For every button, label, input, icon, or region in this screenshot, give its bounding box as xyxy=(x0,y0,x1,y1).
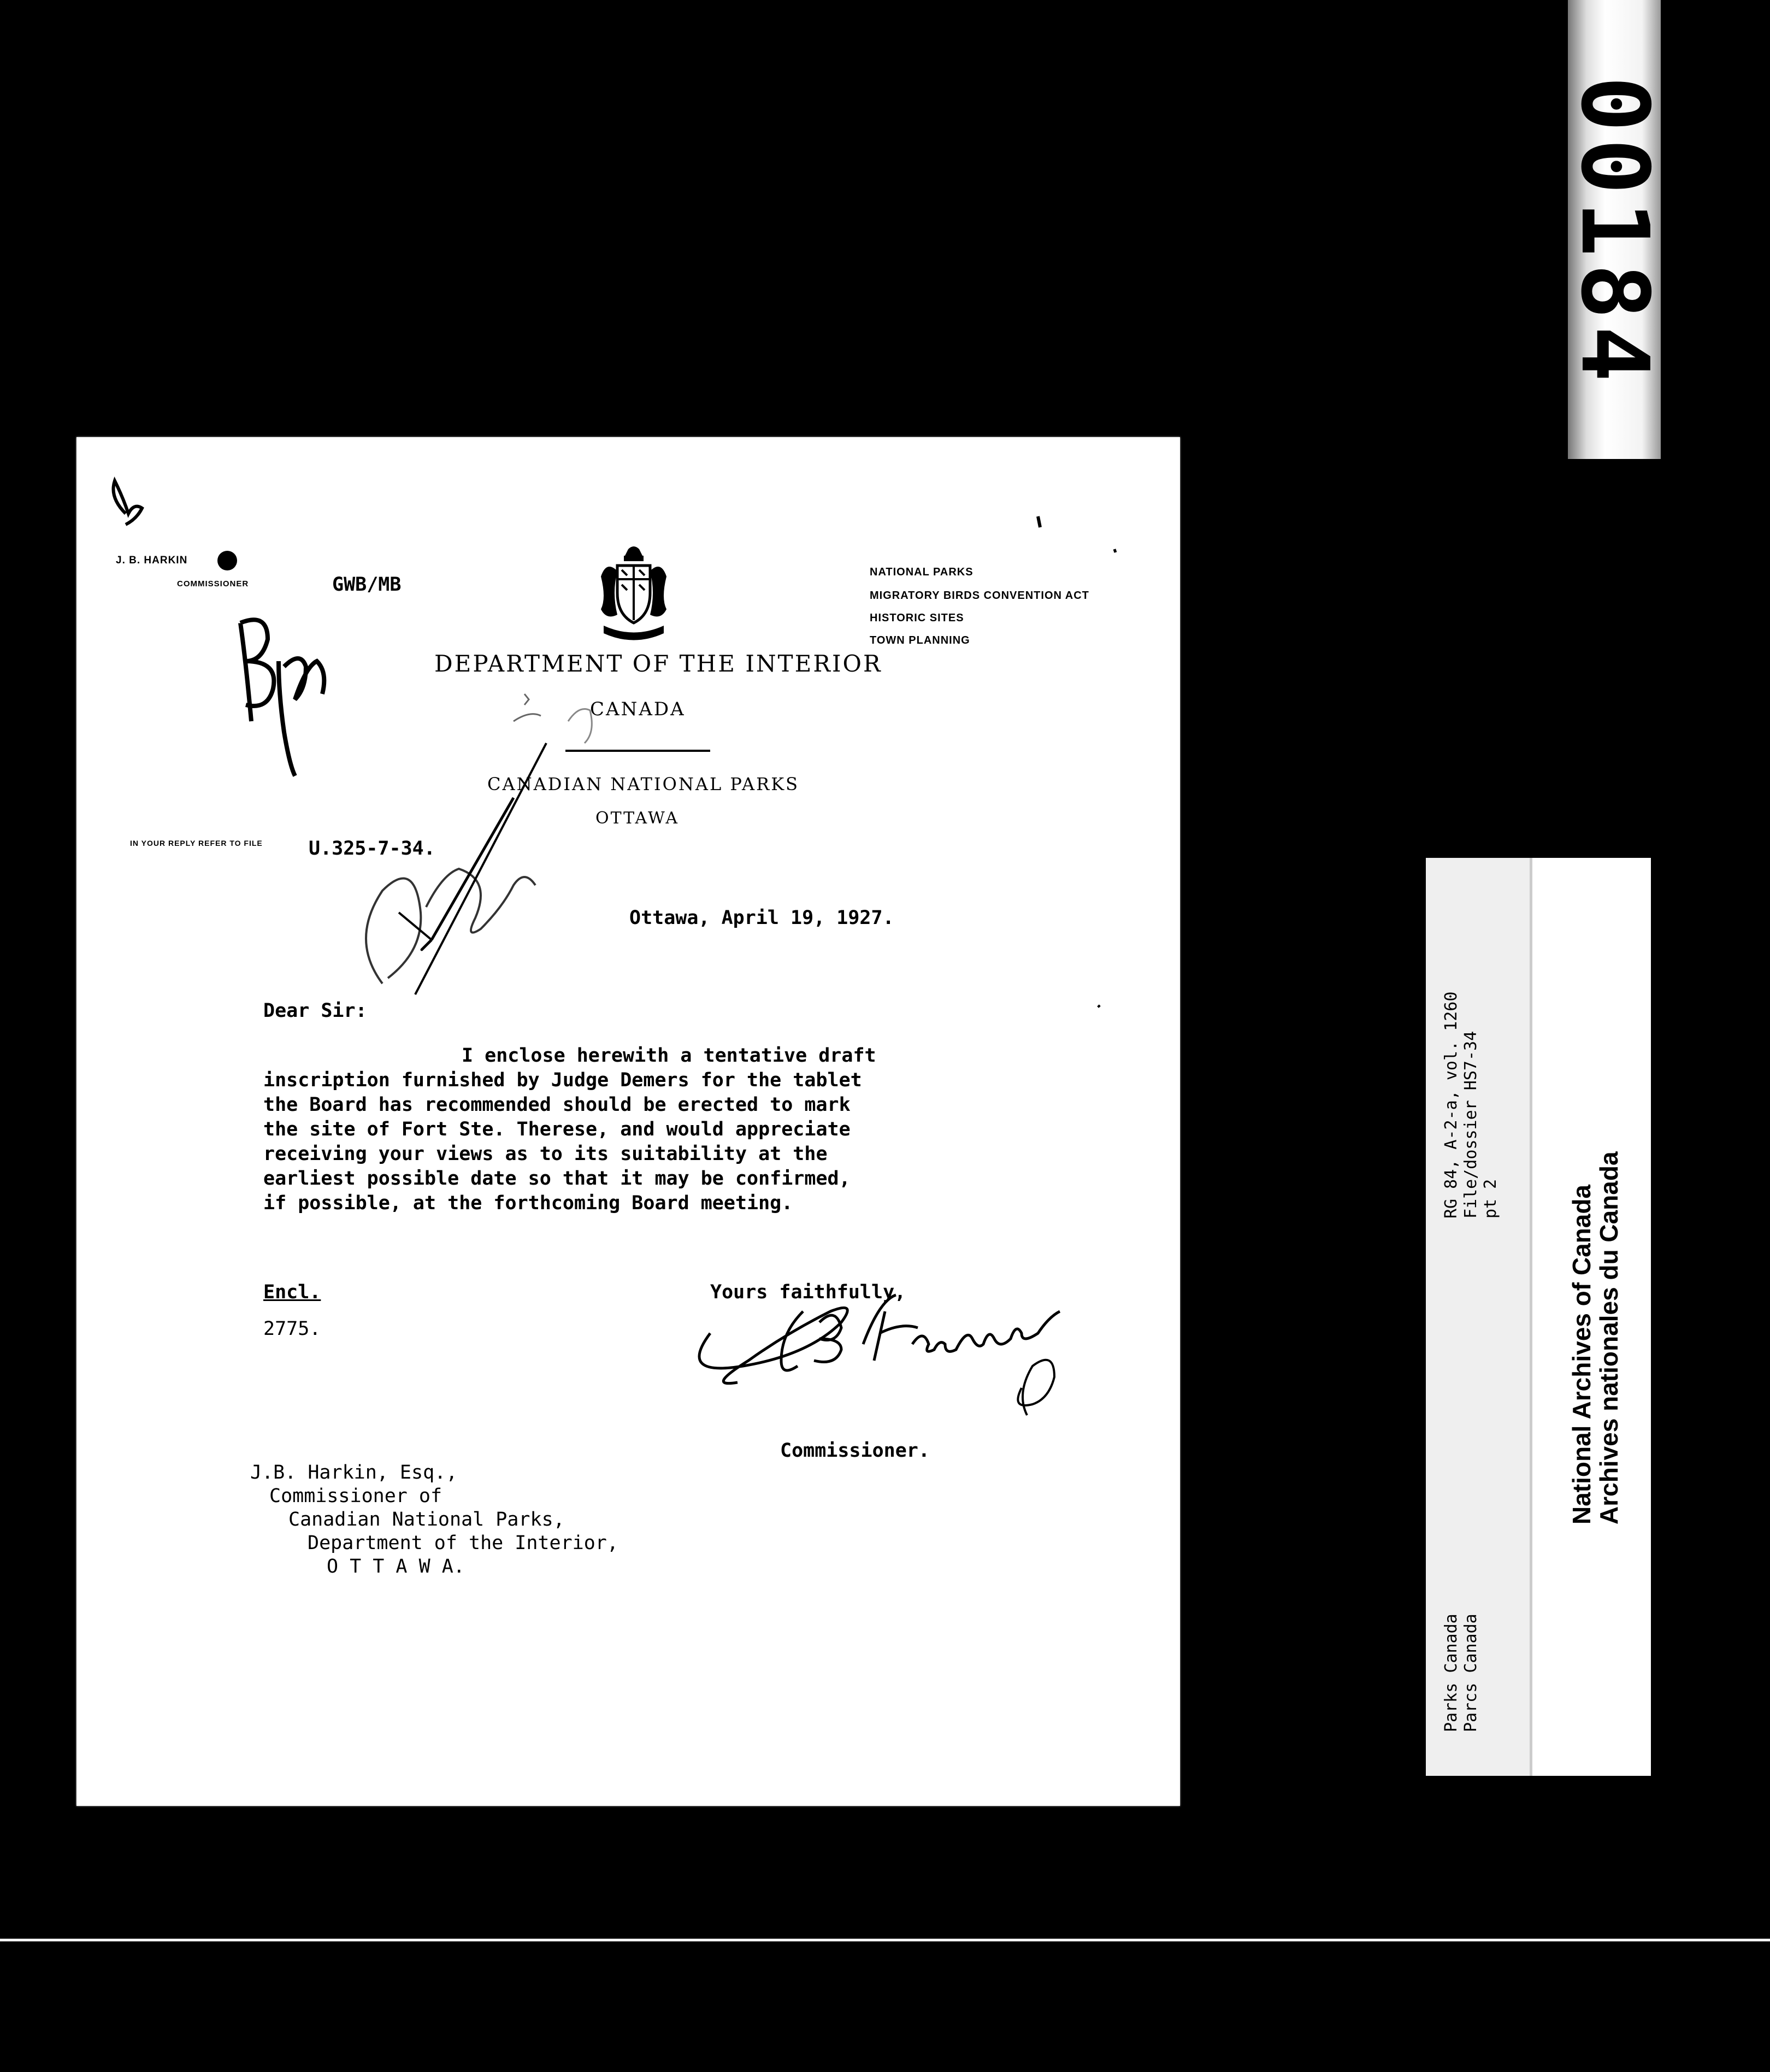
reference-number: 2775. xyxy=(263,1318,321,1340)
enclosure-note: Encl. xyxy=(263,1281,321,1303)
body-line-5: receiving your views as to its suitability at the xyxy=(263,1143,828,1165)
letter-page xyxy=(76,437,1180,1806)
body-line-7: if possible, at the forthcoming Board meeting. xyxy=(263,1192,793,1214)
film-frame-line xyxy=(0,1939,1770,1941)
file-reference-label: IN YOUR REPLY REFER TO FILE xyxy=(130,839,263,847)
letterhead-rule xyxy=(565,750,710,752)
address-line-3: Canadian National Parks, xyxy=(288,1509,565,1531)
microfilm-frame-code xyxy=(1560,0,1668,459)
city-name: OTTAWA xyxy=(595,809,679,828)
signer-title: Commissioner. xyxy=(780,1440,930,1462)
service-historic-sites: HISTORIC SITES xyxy=(870,612,964,624)
country-name: CANADA xyxy=(590,698,686,720)
coat-of-arms-icon xyxy=(595,544,672,642)
address-line-2: Commissioner of xyxy=(269,1485,442,1507)
service-national-parks: NATIONAL PARKS xyxy=(870,566,974,578)
archive-dossier: File/dossier HS7-34 xyxy=(1461,1031,1480,1219)
salutation: Dear Sir: xyxy=(263,1000,367,1022)
body-line-1: I enclose herewith a tentative draft xyxy=(462,1045,876,1067)
fonds-name-en: Parks Canada xyxy=(1442,1614,1461,1732)
address-line-4: Department of the Interior, xyxy=(308,1532,618,1554)
archive-reference: RG 84, A-2-a, vol. 1260 xyxy=(1442,991,1461,1219)
closing: Yours faithfully, xyxy=(710,1281,906,1303)
archive-label-fold xyxy=(1530,858,1532,1776)
archive-name-fr: Archives nationales du Canada xyxy=(1595,1151,1623,1524)
body-line-4: the site of Fort Ste. Therese, and would appreciate xyxy=(263,1119,851,1140)
branch-name: CANADIAN NATIONAL PARKS xyxy=(487,774,800,794)
service-town-planning: TOWN PLANNING xyxy=(870,634,970,646)
commissioner-title: COMMISSIONER xyxy=(177,579,249,588)
typist-initials: GWB/MB xyxy=(332,574,402,596)
department-name: DEPARTMENT OF THE INTERIOR xyxy=(434,650,882,677)
commissioner-name: J. B. HARKIN xyxy=(116,555,188,566)
service-migratory-birds: MIGRATORY BIRDS CONVENTION ACT xyxy=(870,590,1089,602)
letter-date: Ottawa, April 19, 1927. xyxy=(629,907,894,929)
address-line-5: O T T A W A. xyxy=(327,1556,465,1577)
body-line-3: the Board has recommended should be erected to mark xyxy=(263,1094,851,1116)
body-line-2: inscription furnished by Judge Demers for the tablet xyxy=(263,1069,862,1091)
microfilm-code-text: 00184 xyxy=(1560,76,1668,388)
fonds-name-fr: Parcs Canada xyxy=(1461,1614,1480,1732)
archive-part: pt 2 xyxy=(1481,1179,1500,1219)
body-line-6: earliest possible date so that it may be confirmed, xyxy=(263,1168,851,1190)
ink-blot xyxy=(217,551,237,570)
file-reference-number: U.325-7-34. xyxy=(309,838,435,860)
address-line-1: J.B. Harkin, Esq., xyxy=(250,1462,458,1484)
archive-name-en: National Archives of Canada xyxy=(1567,1184,1596,1524)
